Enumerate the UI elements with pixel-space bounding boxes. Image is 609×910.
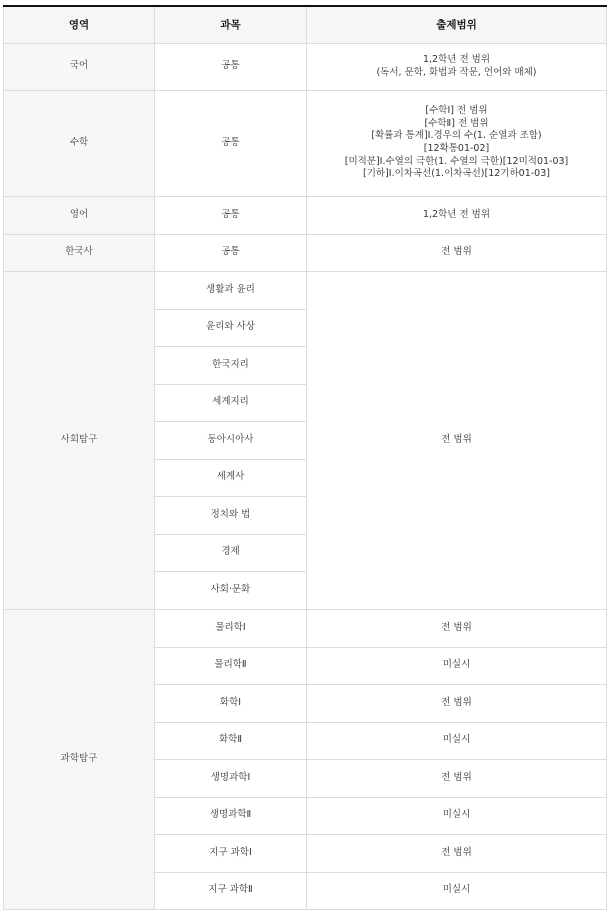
range-cell: 미실시 xyxy=(307,872,607,909)
subject-cell: 동아시아사 xyxy=(155,421,307,459)
subject-cell: 공통 xyxy=(155,234,307,271)
range-cell: 미실시 xyxy=(307,797,607,834)
exam-scope-table-container xyxy=(3,5,606,910)
subject-cell: 공통 xyxy=(155,43,307,90)
subject-cell: 화학Ⅰ xyxy=(155,684,307,722)
range-cell: 전 범위 xyxy=(307,834,607,872)
area-cell: 국어 xyxy=(4,43,155,90)
area-cell: 한국사 xyxy=(4,234,155,271)
range-line: [수학Ⅱ] 전 범위 xyxy=(424,117,489,129)
range-cell: 미실시 xyxy=(307,647,607,684)
subject-cell: 생활과 윤리 xyxy=(155,271,307,309)
range-line: [기하]Ⅰ.이차곡선(1.이차곡선)[12기하01-03] xyxy=(363,168,550,180)
table-row-korean xyxy=(4,43,607,90)
range-cell: 미실시 xyxy=(307,722,607,759)
subject-cell: 공통 xyxy=(155,90,307,196)
subject-cell: 화학Ⅱ xyxy=(155,722,307,759)
subject-cell: 물리학Ⅱ xyxy=(155,647,307,684)
subject-cell: 세계사 xyxy=(155,459,307,496)
subject-cell: 윤리와 사상 xyxy=(155,309,307,346)
table-row-social xyxy=(4,271,607,309)
subject-cell: 공통 xyxy=(155,196,307,234)
exam-scope-table xyxy=(3,5,607,910)
range-line: [확률과 통계]Ⅰ.경우의 수(1. 순열과 조합) xyxy=(371,130,542,142)
subject-cell: 세계지리 xyxy=(155,384,307,421)
range-line: (독서, 문학, 화법과 작문, 언어와 매체) xyxy=(376,66,537,78)
area-cell: 사회탐구 xyxy=(4,271,155,609)
subject-cell: 경제 xyxy=(155,534,307,571)
subject-cell: 사회·문화 xyxy=(155,571,307,609)
range-cell: 전 범위 xyxy=(307,234,607,271)
subject-cell: 물리학Ⅰ xyxy=(155,609,307,647)
range-line: [수학Ⅰ] 전 범위 xyxy=(425,105,488,117)
range-cell: 1,2학년 전 범위 xyxy=(307,196,607,234)
subject-cell: 한국지리 xyxy=(155,346,307,384)
range-cell: 전 범위 xyxy=(307,271,607,609)
range-cell: 전 범위 xyxy=(307,609,607,647)
area-cell: 수학 xyxy=(4,90,155,196)
subject-cell: 생명과학Ⅱ xyxy=(155,797,307,834)
subject-cell: 정치와 법 xyxy=(155,496,307,534)
table-row-math xyxy=(4,90,607,196)
range-cell xyxy=(307,90,607,196)
area-cell: 과학탐구 xyxy=(4,609,155,909)
range-cell: 전 범위 xyxy=(307,759,607,797)
range-cell xyxy=(307,43,607,90)
subject-cell: 지구 과학Ⅱ xyxy=(155,872,307,909)
table-row-english xyxy=(4,196,607,234)
area-cell: 영어 xyxy=(4,196,155,234)
header-range: 출제범위 xyxy=(307,6,607,43)
range-line: 1,2학년 전 범위 xyxy=(422,54,491,65)
table-row-history xyxy=(4,234,607,271)
table-row-science xyxy=(4,609,607,647)
header-subject: 과목 xyxy=(155,6,307,43)
subject-cell: 생명과학Ⅰ xyxy=(155,759,307,797)
range-line: [미적분]Ⅰ.수열의 극한(1. 수열의 극한)[12미적01-03] xyxy=(344,155,569,167)
header-area: 영역 xyxy=(4,6,155,43)
table-header-row xyxy=(4,6,607,43)
subject-cell: 지구 과학Ⅰ xyxy=(155,834,307,872)
range-cell: 전 범위 xyxy=(307,684,607,722)
range-line: [12확통01-02] xyxy=(423,143,490,154)
